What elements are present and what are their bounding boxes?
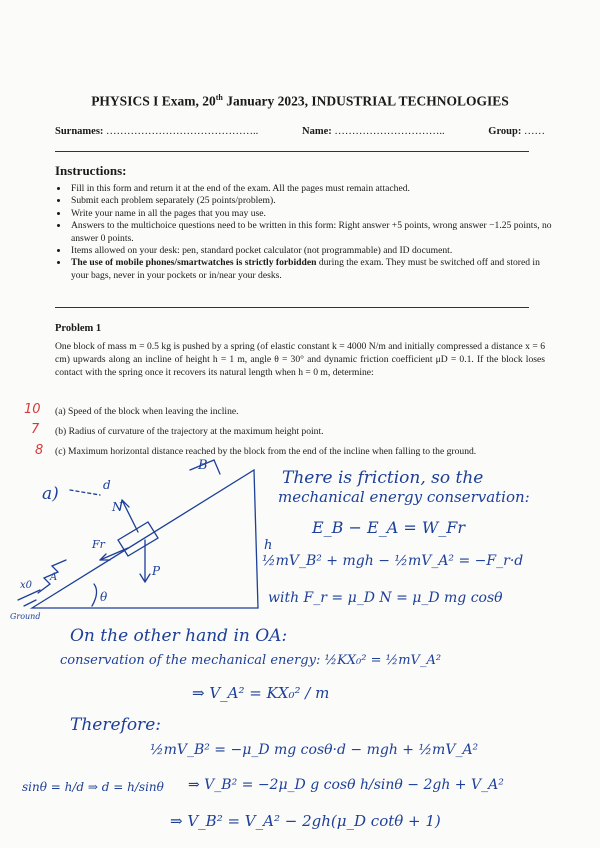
hw-line-10: ½mV_B² = −μ_D mg cosθ·d − mgh + ½mV_A² — [150, 742, 479, 758]
name-field[interactable]: Name: ………………………….. — [301, 126, 445, 137]
hw-normal-label: N — [112, 500, 123, 514]
problem-part-b: (b) Radius of curvature of the trajectory at the maximum height point. — [55, 426, 324, 437]
hw-theta-label: θ — [100, 590, 108, 604]
hw-line-9: Therefore: — [70, 715, 161, 735]
distance-arrow — [70, 490, 100, 495]
hw-line-13: ⇒ V_B² = V_A² − 2gh(μ_D cotθ + 1) — [170, 812, 441, 830]
instruction-item: • Fill in this form and return it at the end of the exam. All the pages must remain attached. — [69, 183, 559, 195]
instruction-item: • The use of mobile phones/smartwatches is strictly forbidden during the exam. They must be switched off and stored in your bags, never in your pockets or in/near your desks. — [69, 257, 559, 282]
hw-line-11: sinθ = h/d ⇒ d = h/sinθ — [22, 780, 164, 794]
grade-part-a: 10 — [24, 402, 41, 417]
grade-part-c: 8 — [35, 443, 44, 458]
group-field[interactable]: Group: …… — [488, 126, 545, 137]
incline-triangle — [32, 470, 258, 608]
problem-statement: One block of mass m = 0.5 kg is pushed by a spring (of elastic constant k = 4000 N/m and initially compressed a distance x = 6 cm) upwards along an incline of height h = 1 m, angle θ = 30° and dynamic friction coefficient μD = 0.1. If the block loses contact with the spring once it recovers its natural length when h = 0 m, determine: — [55, 341, 545, 378]
hw-line-8: ⇒ V_A² = KX₀² / m — [192, 684, 330, 702]
instruction-item: • Write your name in all the pages that you may use. — [69, 208, 559, 220]
instruction-item: • Submit each problem separately (25 points/problem). — [69, 195, 559, 207]
hw-line-7: conservation of the mechanical energy: ½KX₀² = ½mV_A² — [60, 653, 442, 668]
hw-line-5: with F_r = μ_D N = μ_D mg cosθ — [268, 590, 503, 606]
hw-line-2: mechanical energy conservation: — [278, 488, 530, 506]
hw-line-4: ½mV_B² + mgh − ½mV_A² = −F_r·d — [262, 553, 524, 569]
hw-line-12: ⇒ V_B² = −2μ_D g cosθ h/sinθ − 2gh + V_A² — [188, 777, 504, 793]
hw-height-label: h — [264, 538, 273, 553]
hw-weight-label: P — [152, 564, 161, 578]
hw-line-3: E_B − E_A = W_Fr — [312, 518, 466, 537]
instructions-title: Instructions: — [55, 163, 127, 178]
problem-part-c: (c) Maximum horizontal distance reached by the block from the end of the incline when falling to the ground. — [55, 446, 477, 457]
hw-ground-label: Ground — [10, 612, 41, 621]
exam-title: PHYSICS I Exam, 20th January 2023, INDUSTRIAL TECHNOLOGIES — [91, 93, 509, 109]
hw-part-label: a) — [42, 484, 59, 504]
instruction-item: • Answers to the multichoice questions need to be written in this form: Right answer +5 points, wrong answer −1.25 points, no answer 0 points. — [69, 220, 559, 245]
grade-part-b: 7 — [31, 422, 40, 437]
hw-friction-label: Fr — [92, 538, 105, 551]
instruction-item: • Items allowed on your desk: pen, standard pocket calculator (not programmable) and ID document. — [69, 245, 559, 257]
problem-part-a: (a) Speed of the block when leaving the incline. — [55, 406, 239, 417]
hw-point-b: B — [198, 458, 208, 473]
normal-force-arrow — [122, 500, 138, 532]
hw-line-6: On the other hand in OA: — [70, 626, 288, 646]
angle-arc — [92, 584, 97, 606]
spring-base — [18, 590, 40, 606]
hw-line-1: There is friction, so the — [282, 468, 484, 488]
problem-title: Problem 1 — [55, 323, 102, 334]
surnames-field[interactable]: Surnames: …………………………………….. — [55, 126, 259, 137]
hw-point-a: A — [50, 572, 58, 583]
hw-x0-label: x0 — [20, 580, 33, 591]
hw-distance-label: d — [103, 478, 111, 492]
